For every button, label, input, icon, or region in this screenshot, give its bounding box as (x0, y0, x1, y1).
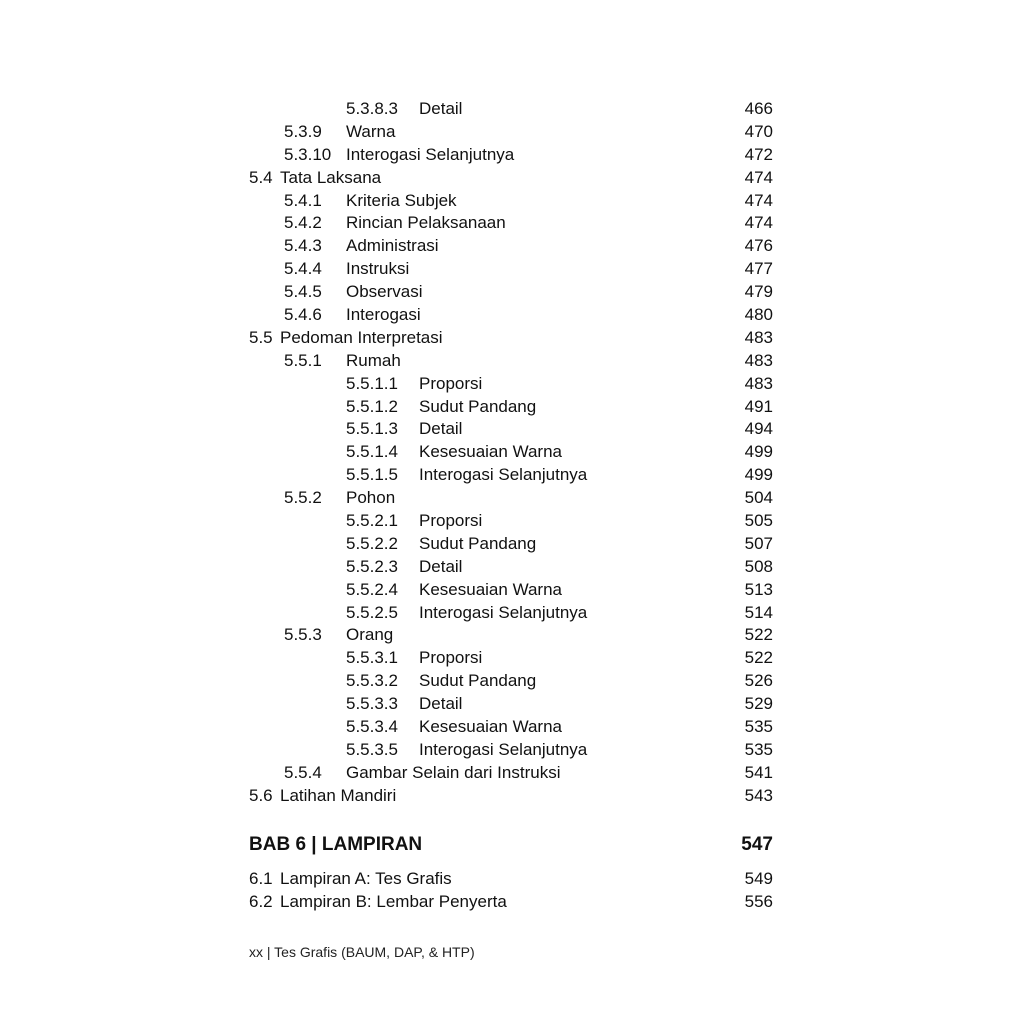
toc-entry-number: 5.5.3.4 (346, 717, 398, 737)
toc-entry-number: 5.5.3.5 (346, 739, 398, 759)
toc-entry-number: 5.5.2.5 (346, 602, 398, 622)
toc-entry-title: Rincian Pelaksanaan (346, 213, 506, 233)
toc-entry-page-number: 499 (744, 442, 773, 462)
toc-entry[interactable] (249, 762, 773, 785)
toc-entry-title: Sudut Pandang (419, 533, 537, 553)
toc-entry[interactable] (249, 144, 773, 167)
toc-entry-page-number: 483 (744, 373, 773, 393)
toc-entry-number: 5.5.3.2 (346, 671, 398, 691)
toc-entry-number: 5.5.1 (284, 350, 322, 370)
toc-entry[interactable] (249, 350, 773, 373)
toc-entry-number: 5.5.3 (284, 625, 322, 645)
toc-entry-number: 5.5.1.5 (346, 465, 398, 485)
toc-entry[interactable] (249, 281, 773, 304)
toc-entry[interactable] (249, 602, 773, 625)
toc-entry-page-number: 466 (744, 99, 773, 118)
toc-entry-title: Kriteria Subjek (346, 190, 457, 210)
toc-entry-title: Lampiran B: Lembar Penyerta (280, 891, 507, 911)
toc-entry[interactable] (249, 190, 773, 213)
toc-entry-number: 5.4.3 (284, 236, 322, 256)
toc-entry-title: Observasi (346, 282, 423, 302)
toc-entry-page-number: 472 (744, 144, 773, 164)
toc-entry-page-number: 541 (744, 762, 773, 782)
toc-entry-title: Orang (346, 625, 394, 645)
toc-entry[interactable] (249, 693, 773, 716)
toc-entry[interactable] (249, 510, 773, 533)
toc-entry-number: 5.4.2 (284, 213, 322, 233)
toc-entry-title: Interogasi Selanjutnya (419, 465, 588, 485)
toc-entry-page-number: 522 (744, 648, 773, 668)
toc-entries-before (249, 98, 773, 808)
toc-entry-number: 5.3.8.3 (346, 99, 398, 118)
toc-entry[interactable] (249, 373, 773, 396)
chapter-page-number: 547 (741, 833, 773, 855)
toc-entry-page-number: 476 (744, 236, 773, 256)
toc-entry-title: Kesesuaian Warna (419, 579, 563, 599)
toc-entry[interactable] (249, 235, 773, 258)
toc-entry[interactable] (249, 258, 773, 281)
toc-entries-after (249, 868, 773, 914)
toc-entry-page-number: 535 (744, 739, 773, 759)
toc-entry[interactable] (249, 121, 773, 144)
toc-entry-title: Interogasi (346, 305, 421, 325)
toc-entry-title: Pedoman Interpretasi (280, 327, 443, 347)
toc-entry[interactable] (249, 556, 773, 579)
toc-entry-page-number: 514 (744, 602, 773, 622)
toc-entry[interactable] (249, 396, 773, 419)
toc-entry-number: 5.5.3.1 (346, 648, 398, 668)
toc-entry-page-number: 483 (744, 350, 773, 370)
toc-entry-title: Administrasi (346, 236, 439, 256)
toc-entry[interactable] (249, 624, 773, 647)
toc-entry[interactable] (249, 487, 773, 510)
toc-entry[interactable] (249, 327, 773, 350)
toc-entry-number: 5.4.5 (284, 282, 322, 302)
chapter-title: BAB 6 | LAMPIRAN (249, 833, 423, 855)
toc-entry[interactable] (249, 739, 773, 762)
toc-entry-page-number: 504 (744, 488, 773, 508)
toc-entry-page-number: 543 (744, 785, 773, 805)
toc-entry[interactable] (249, 785, 773, 808)
toc-entry-number: 5.5.4 (284, 762, 322, 782)
toc-entry[interactable] (249, 579, 773, 602)
toc-entry[interactable] (249, 670, 773, 693)
toc-entry[interactable] (249, 647, 773, 670)
toc-entry[interactable] (249, 464, 773, 487)
toc-entry[interactable] (249, 167, 773, 190)
toc-entry-number: 5.5.1.1 (346, 373, 398, 393)
toc-entry[interactable] (249, 533, 773, 556)
toc-entry-page-number: 522 (744, 625, 773, 645)
toc-entry-title: Tata Laksana (280, 167, 382, 187)
toc-entry-page-number: 535 (744, 717, 773, 737)
toc-entry-title: Lampiran A: Tes Grafis (280, 868, 452, 888)
toc-entry-page-number: 480 (744, 305, 773, 325)
toc-entry-number: 5.5.2.3 (346, 556, 398, 576)
toc-entry-title: Proporsi (419, 648, 483, 668)
toc-entry[interactable] (249, 441, 773, 464)
toc-entry-title: Kesesuaian Warna (419, 442, 563, 462)
toc-entry-page-number: 470 (744, 121, 773, 141)
toc-entry-title: Interogasi Selanjutnya (346, 144, 515, 164)
toc-entry-title: Sudut Pandang (419, 396, 537, 416)
toc-entry-page-number: 556 (744, 891, 773, 911)
toc-entry-number: 5.5.2.4 (346, 579, 398, 599)
toc-entry-page-number: 529 (744, 694, 773, 714)
toc-entry-number: 6.1 (249, 868, 273, 888)
toc-entry-title: Detail (419, 694, 463, 714)
toc-entry-page-number: 474 (744, 190, 773, 210)
toc-entry-number: 5.5.2.1 (346, 511, 398, 531)
toc-entry[interactable] (249, 716, 773, 739)
page-footer: xx | Tes Grafis (BAUM, DAP, & HTP) (249, 944, 475, 960)
toc-entry-title: Pohon (346, 488, 396, 508)
toc-entry-title: Warna (346, 121, 396, 141)
toc-entry-title: Interogasi Selanjutnya (419, 739, 588, 759)
toc-entry-title: Sudut Pandang (419, 671, 537, 691)
toc-entry-page-number: 526 (744, 671, 773, 691)
toc-entry-number: 5.6 (249, 785, 273, 805)
toc-entry-page-number: 507 (744, 533, 773, 553)
toc-entry-title: Rumah (346, 350, 401, 370)
toc-entry-title: Interogasi Selanjutnya (419, 602, 588, 622)
chapter-heading[interactable] (249, 832, 773, 858)
toc-entry-number: 5.5.1.3 (346, 419, 398, 439)
toc-entry-title: Instruksi (346, 259, 410, 279)
toc-entry-number: 5.5 (249, 327, 273, 347)
toc-entry-title: Detail (419, 99, 463, 118)
toc-entry-number: 5.4.4 (284, 259, 322, 279)
toc-entry-page-number: 494 (744, 419, 773, 439)
toc-entry-page-number: 513 (744, 579, 773, 599)
toc-entry[interactable] (249, 891, 773, 914)
toc-entry-page-number: 483 (744, 327, 773, 347)
toc-entry-title: Kesesuaian Warna (419, 717, 563, 737)
toc-entry-title: Latihan Mandiri (280, 785, 397, 805)
toc-entry-number: 5.4.1 (284, 190, 322, 210)
toc-entry-number: 6.2 (249, 891, 273, 911)
toc-entry[interactable] (249, 98, 773, 121)
toc-entry-page-number: 474 (744, 213, 773, 233)
toc-entry-number: 5.5.3.3 (346, 694, 398, 714)
toc-entry[interactable] (249, 418, 773, 441)
toc-entry-page-number: 549 (744, 868, 773, 888)
toc-entry-page-number: 479 (744, 282, 773, 302)
toc-entry[interactable] (249, 304, 773, 327)
toc-entry-number: 5.3.9 (284, 121, 322, 141)
toc-entry[interactable] (249, 868, 773, 891)
toc-entry-title: Detail (419, 556, 463, 576)
toc-entry[interactable] (249, 212, 773, 235)
toc-entry-number: 5.5.2.2 (346, 533, 398, 553)
toc-entry-title: Gambar Selain dari Instruksi (346, 762, 561, 782)
toc-entry-page-number: 477 (744, 259, 773, 279)
toc-entry-number: 5.5.1.2 (346, 396, 398, 416)
toc-entry-title: Detail (419, 419, 463, 439)
toc-entry-page-number: 491 (744, 396, 773, 416)
toc-entry-page-number: 508 (744, 556, 773, 576)
table-of-contents (249, 98, 773, 913)
toc-entry-number: 5.4 (249, 167, 273, 187)
toc-entry-title: Proporsi (419, 373, 483, 393)
toc-entry-page-number: 505 (744, 511, 773, 531)
toc-entry-number: 5.5.1.4 (346, 442, 398, 462)
toc-entry-number: 5.5.2 (284, 488, 322, 508)
toc-entry-title: Proporsi (419, 511, 483, 531)
toc-entry-page-number: 474 (744, 167, 773, 187)
toc-entry-page-number: 499 (744, 465, 773, 485)
toc-entry-number: 5.3.10 (284, 144, 332, 164)
toc-entry-number: 5.4.6 (284, 305, 322, 325)
